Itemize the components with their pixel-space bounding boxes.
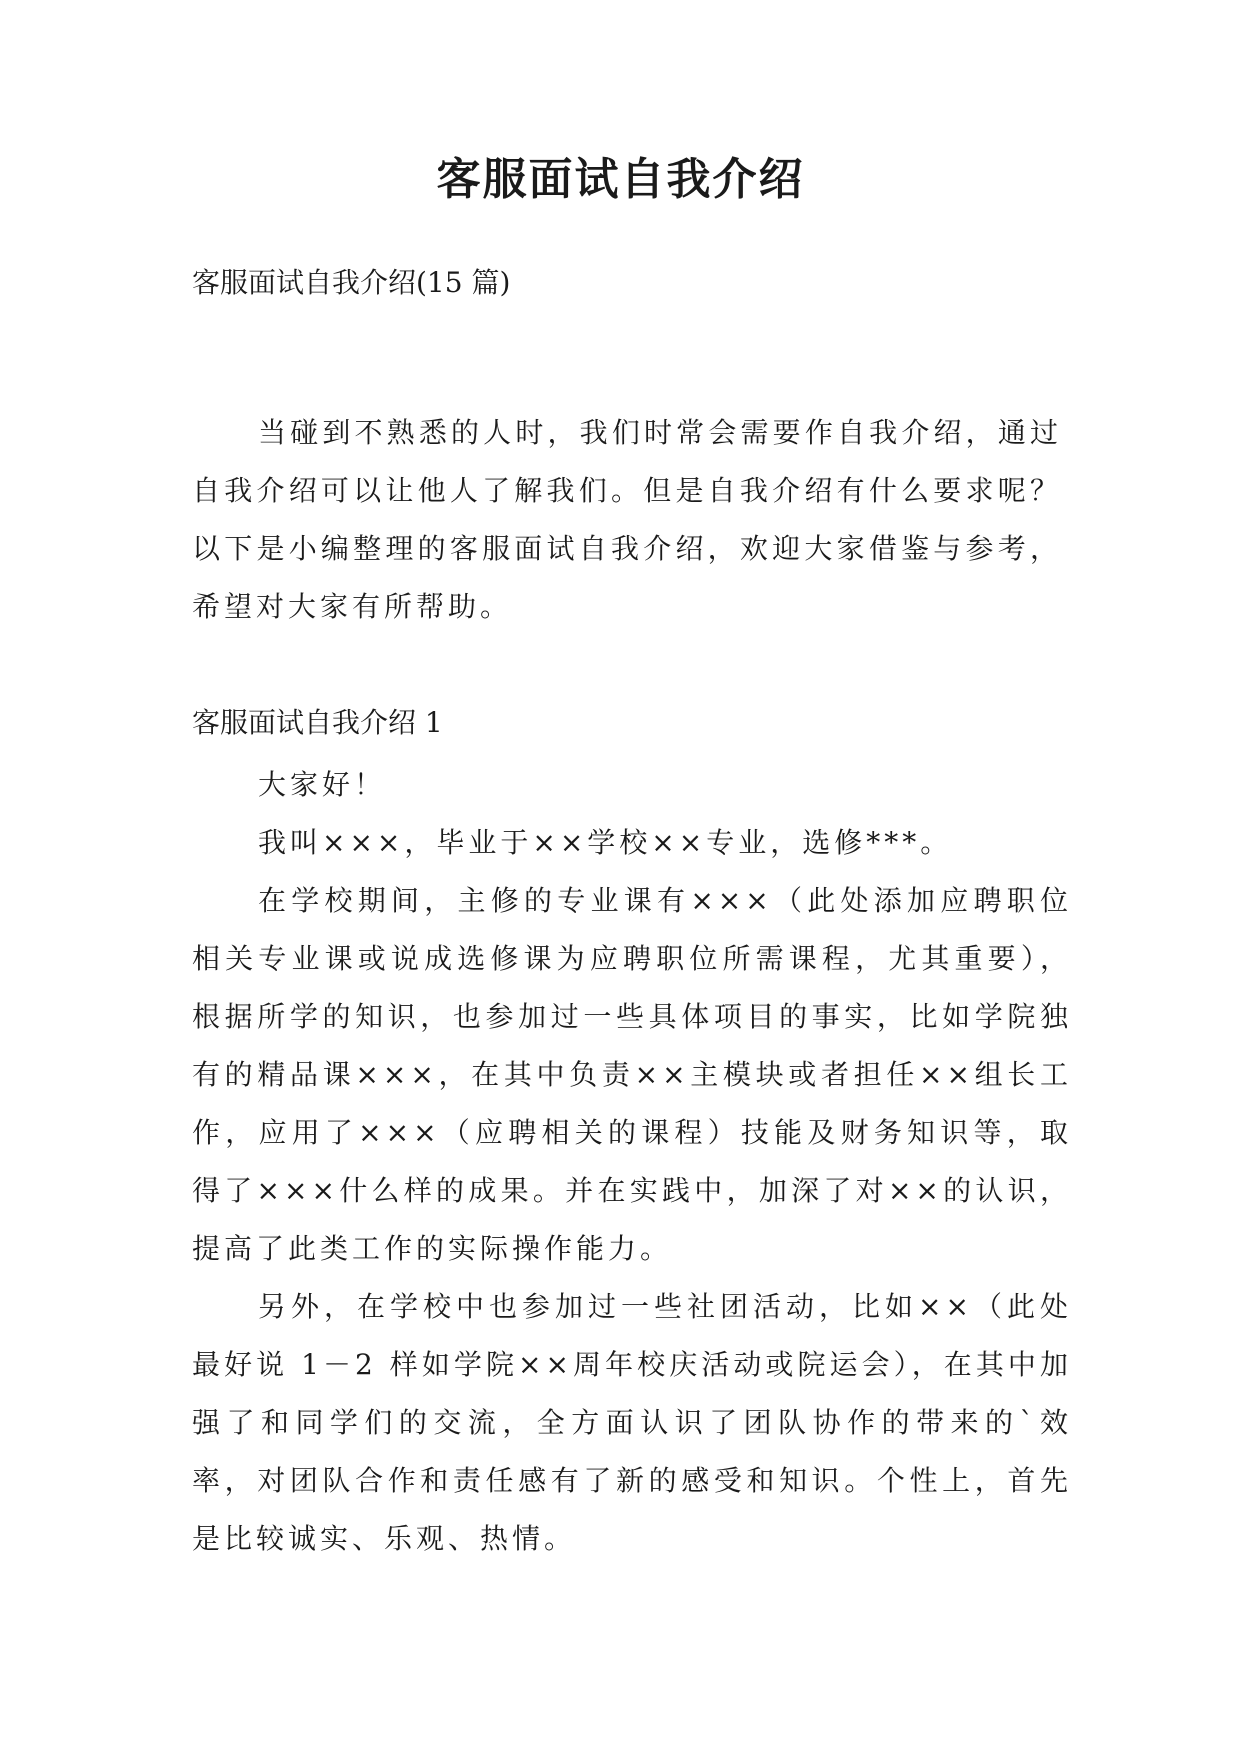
body-paragraph-activities: 另外，在学校中也参加过一些社团活动，比如××（此处最好说 1－2 样如学院××周年校庆活动或院运会），在其中加强了和同学们的交流，全方面认识了团队协作的带来的`效率，对团队合作和责任感有了新的感受和知识。个性上，首先是比较诚实、乐观、热情。 (192, 1290, 1072, 1555)
intro-paragraph: 当碰到不熟悉的人时，我们时常会需要作自我介绍，通过自我介绍可以让他人了解我们。但是自我介绍有什么要求呢？以下是小编整理的客服面试自我介绍，欢迎大家借鉴与参考，希望对大家有所帮助。 (192, 416, 1062, 623)
document-title: 客服面试自我介绍 (436, 154, 805, 205)
body-paragraph-studies: 在学校期间，主修的专业课有×××（此处添加应聘职位相关专业课或说成选修课为应聘职位所需课程，尤其重要），根据所学的知识，也参加过一些具体项目的事实，比如学院独有的精品课×××，在其中负责××主模块或者担任××组长工作，应用了×××（应聘相关的课程）技能及财务知识等，取得了×××什么样的成果。并在实践中，加深了对××的认识，提高了此类工作的实际操作能力。 (192, 884, 1072, 1265)
body-paragraph-name: 我叫×××，毕业于××学校××专业，选修***。 (258, 826, 953, 859)
section-heading: 客服面试自我介绍 1 (192, 706, 443, 739)
document-subtitle: 客服面试自我介绍(15 篇) (192, 266, 511, 299)
section-body (192, 756, 1072, 1568)
body-paragraph-greeting: 大家好！ (258, 768, 387, 801)
